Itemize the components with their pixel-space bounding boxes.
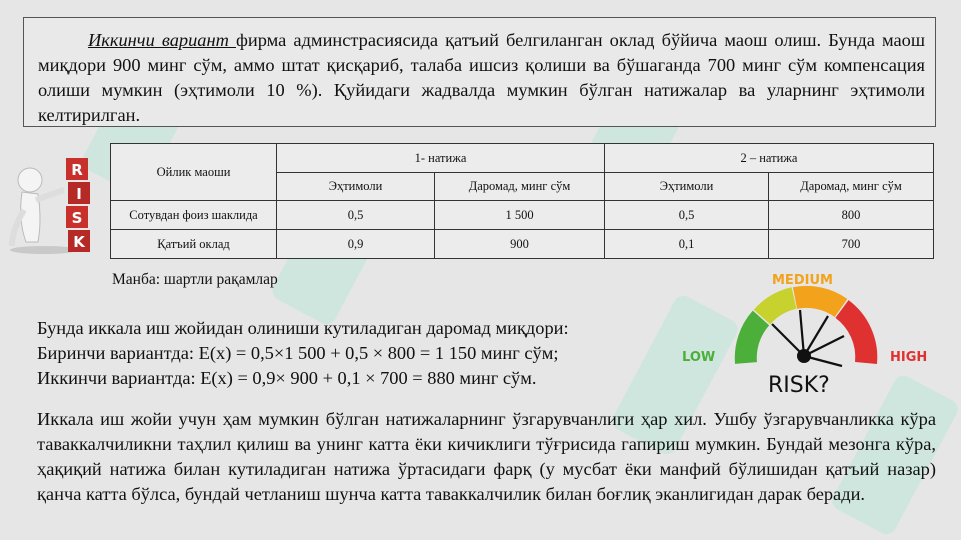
calculation-block bbox=[37, 316, 569, 391]
gauge-low-segment bbox=[746, 318, 761, 363]
risk-figure-illustration bbox=[8, 150, 100, 255]
risk-letter-i: I bbox=[76, 185, 82, 203]
gauge-caption: RISK? bbox=[768, 373, 830, 398]
table-cell: 0,5 bbox=[605, 201, 769, 230]
table-group-header: 2 – натижа bbox=[605, 144, 934, 173]
gauge-low-label: LOW bbox=[682, 350, 716, 365]
variant-title: Иккинчи вариант bbox=[88, 30, 236, 50]
risk-gauge-illustration bbox=[676, 268, 936, 398]
body-paragraph: Иккала иш жойи учун ҳам мумкин бўлган натижаларнинг ўзгарувчанлиги ҳар хил. Ушбу ўзгарувчанликка кўра таваккалчиликни таҳлил қилиш ва унинг катта ёки кичиклиги тўғрисида гапириш мумкин. Бундай мезонга кўра, ҳақиқий натижа билан кутиладиган натижа ўртасидаги фарқ (у мусбат ёки манфий бўлишидан қатъий назар) қанча катта бўлса, бундай четланиш шунча катта таваккалчилик билан боғлиқ эканлигидан дарак беради. bbox=[37, 409, 936, 504]
table-row-header: Ойлик маоши bbox=[111, 144, 277, 201]
table-subheader: Эҳтимоли bbox=[605, 173, 769, 201]
table-row-label: Сотувдан фоиз шаклида bbox=[111, 201, 277, 230]
table-cell: 800 bbox=[769, 201, 934, 230]
table-cell: 900 bbox=[435, 230, 605, 259]
gauge-midlow-segment bbox=[762, 298, 794, 317]
gauge-medium-segment bbox=[795, 297, 841, 308]
gauge-high-segment bbox=[842, 309, 866, 363]
source-note: Манба: шартли рақамлар bbox=[112, 271, 278, 288]
table-cell: 0,1 bbox=[605, 230, 769, 259]
table-row bbox=[111, 230, 934, 259]
table-cell: 700 bbox=[769, 230, 934, 259]
table-subheader: Даромад, минг сўм bbox=[435, 173, 605, 201]
calc-line: Иккинчи вариантда: E(x) = 0,9× 900 + 0,1 × 700 = 880 минг сўм. bbox=[37, 368, 537, 388]
gauge-pivot bbox=[797, 349, 811, 363]
table-row bbox=[111, 201, 934, 230]
risk-letter-s: S bbox=[71, 209, 83, 227]
risk-letter-r: R bbox=[71, 161, 83, 179]
gauge-medium-label: MEDIUM bbox=[772, 273, 833, 288]
outcomes-table bbox=[110, 143, 934, 259]
table-row-label: Қатъий оклад bbox=[111, 230, 277, 259]
calc-line: Бунда иккала иш жойидан олиниши кутиладиган даромад миқдори: bbox=[37, 318, 569, 338]
table-group-header: 1- натижа bbox=[277, 144, 605, 173]
table-cell: 0,9 bbox=[277, 230, 435, 259]
gauge-high-label: HIGH bbox=[890, 350, 928, 365]
table-cell: 0,5 bbox=[277, 201, 435, 230]
risk-letter-k: K bbox=[73, 233, 85, 251]
table-subheader: Даромад, минг сўм bbox=[769, 173, 934, 201]
calc-line: Биринчи вариантда: E(x) = 0,5×1 500 + 0,5 × 800 = 1 150 минг сўм; bbox=[37, 343, 559, 363]
table-cell: 1 500 bbox=[435, 201, 605, 230]
intro-box bbox=[23, 17, 936, 127]
table-subheader: Эҳтимоли bbox=[277, 173, 435, 201]
intro-text: фирма админстрасиясида қатъий белгиланган оклад бўйича маош олиш. Бунда маош миқдори 900 минг сўм, аммо штат қисқариб, талаба ишсиз қолиши ва бўшаганда 700 минг сўм компенсация олиши мумкин (эҳтимоли 10 %). Қуйидаги жадвалда мумкин бўлган натижалар ва уларнинг эҳтимоли келтирилган. bbox=[38, 30, 926, 125]
